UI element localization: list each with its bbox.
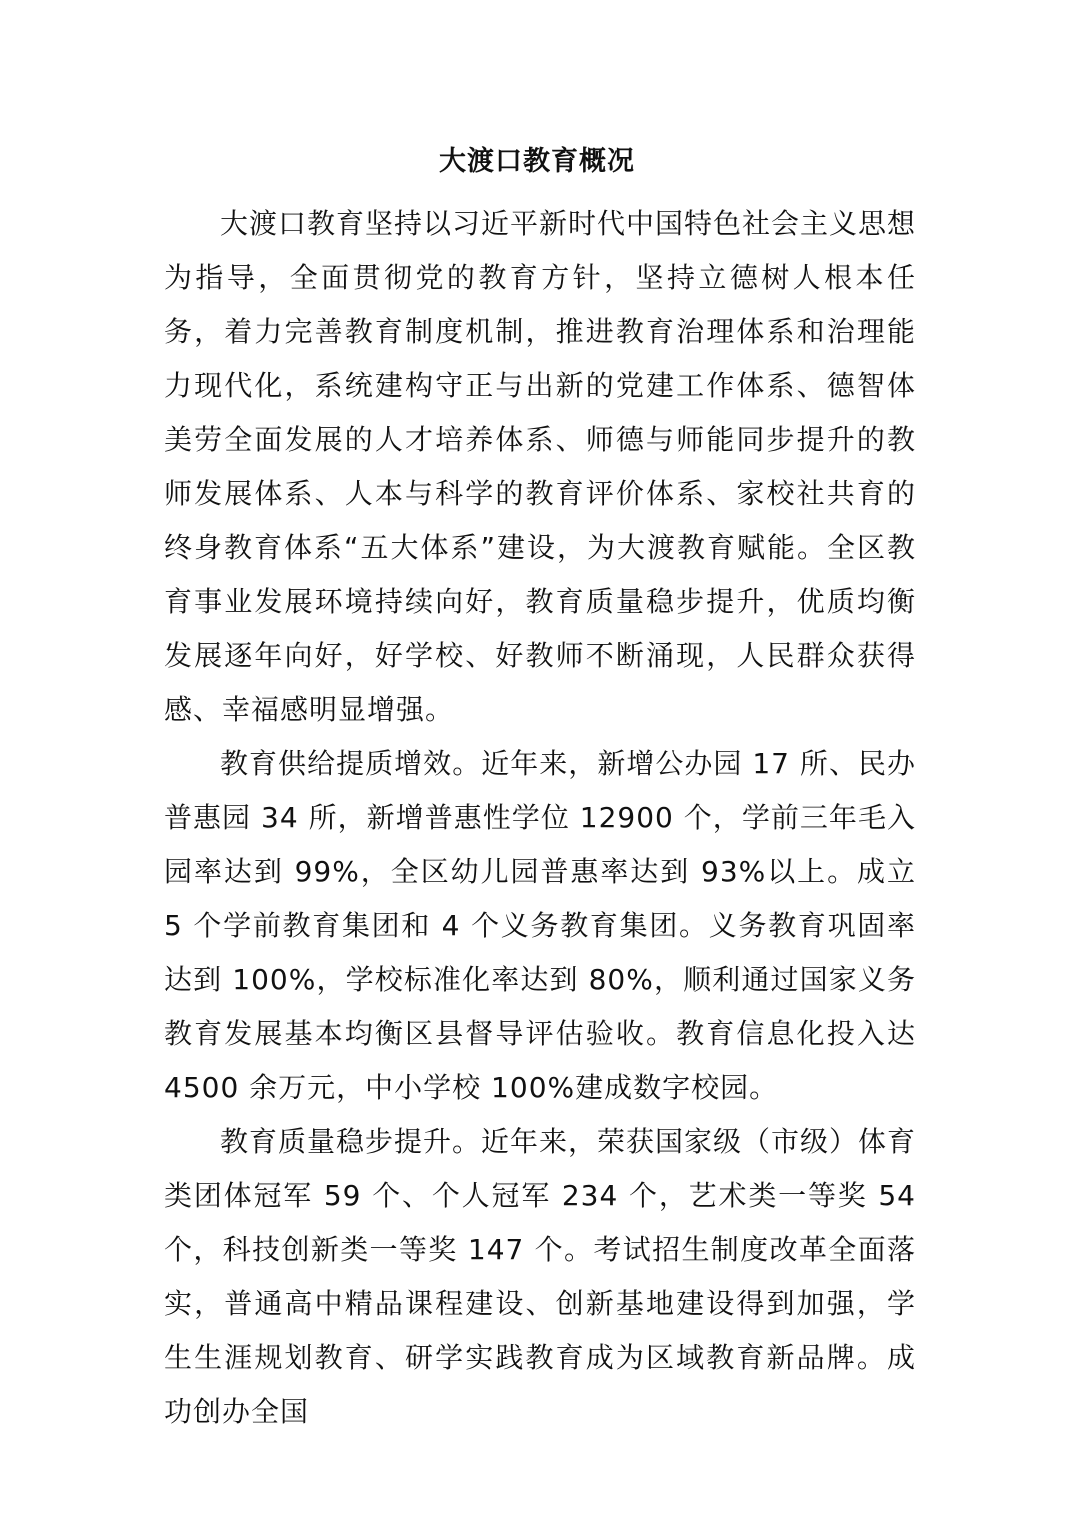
paragraph-education-supply: 教育供给提质增效。近年来，新增公办园 17 所、民办普惠园 34 所，新增普惠性学位 12900 个，学前三年毛入园率达到 99%，全区幼儿园普惠率达到 93%以上。成立 5 个学前教育集团和 4 个义务教育集团。义务教育巩固率达到 100%，学校标准化率达到 80%，顺利通过国家义务教育发展基本均衡区县督导评估验收。教育信息化投入达 4500 余万元，中小学校 100%建成数字校园。 <box>164 747 916 1104</box>
paragraph-education-quality: 教育质量稳步提升。近年来，荣获国家级（市级）体育类团体冠军 59 个、个人冠军 234 个，艺术类一等奖 54 个，科技创新类一等奖 147 个。考试招生制度改革全面落实，普通高中精品课程建设、创新基地建设得到加强，学生生涯规划教育、研学实践教育成为区域教育新品牌。成功创办全国 <box>164 1125 917 1428</box>
document-body <box>164 197 916 1439</box>
document-title: 大渡口教育概况 <box>439 146 635 177</box>
paragraph-overview: 大渡口教育坚持以习近平新时代中国特色社会主义思想为指导，全面贯彻党的教育方针，坚持立德树人根本任务，着力完善教育制度机制，推进教育治理体系和治理能力现代化，系统建构守正与出新的党建工作体系、德智体美劳全面发展的人才培养体系、师德与师能同步提升的教师发展体系、人本与科学的教育评价体系、家校社共育的终身教育体系“五大体系”建设，为大渡教育赋能。全区教育事业发展环境持续向好，教育质量稳步提升，优质均衡发展逐年向好，好学校、好教师不断涌现，人民群众获得感、幸福感明显增强。 <box>164 207 917 726</box>
